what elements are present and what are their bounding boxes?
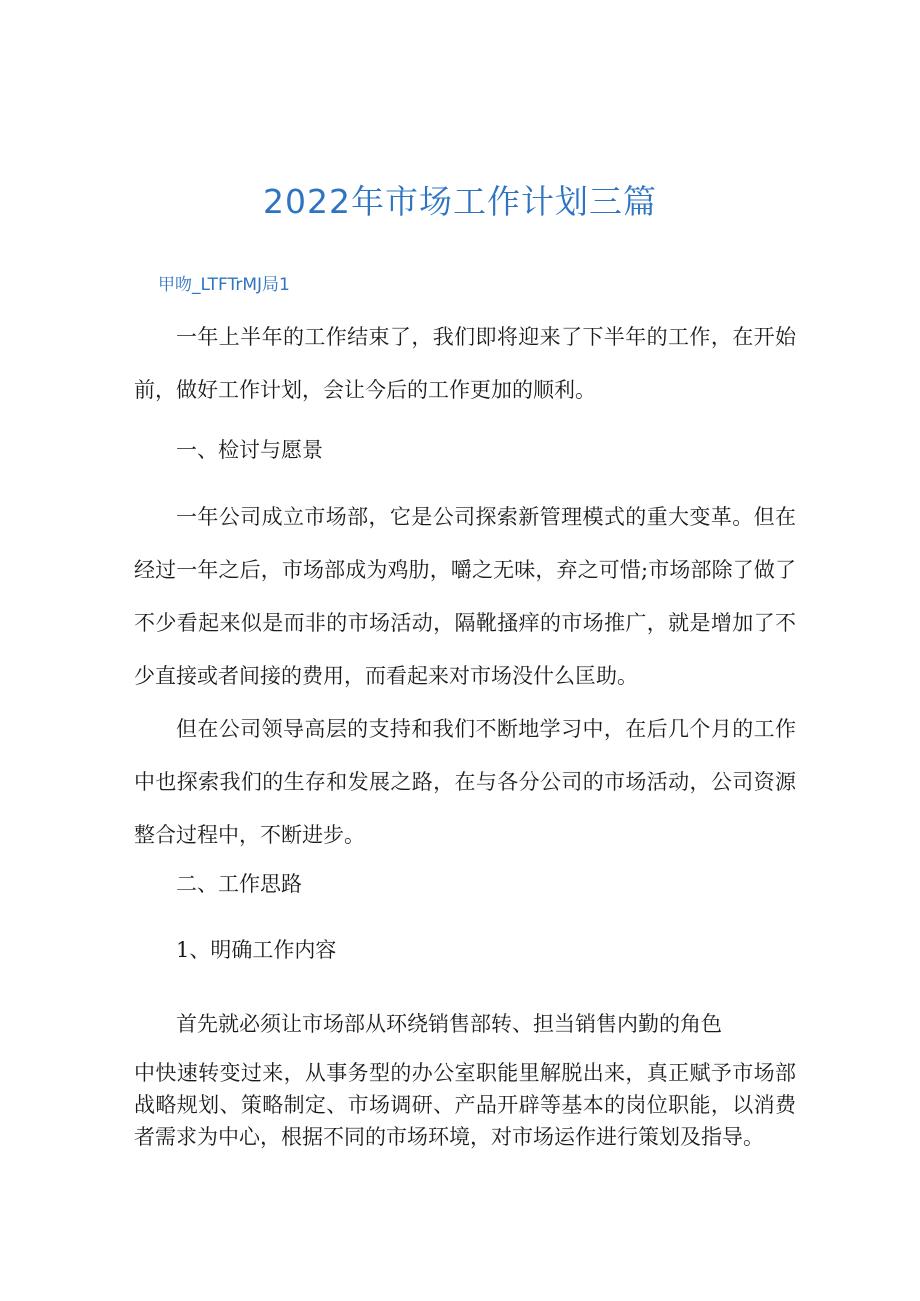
section-heading-review: 一、检讨与愿景 xyxy=(176,438,323,462)
paragraph-intro: 一年上半年的工作结束了，我们即将迎来了下半年的工作，在开始前，做好工作计划，会让今后的工作更加的顺利。 xyxy=(134,325,796,402)
document-subtitle: 甲吻_LTFTrMJ局1 xyxy=(158,275,290,295)
document-title: 2022年市场工作计划三篇 xyxy=(263,182,657,221)
section-heading-approach: 二、工作思路 xyxy=(176,872,302,896)
paragraph-continuation: 中快速转变过来，从事务型的办公室职能里解脱出来，真正赋予市场部战略规划、策略制定、市场调研、产品开辟等基本的岗位职能，以消费者需求为中心，根据不同的市场环境，对市场运作进行策划及指导。 xyxy=(134,1061,796,1149)
paragraph-progress: 但在公司领导高层的支持和我们不断地学习中，在后几个月的工作中也探索我们的生存和发展之路，在与各分公司的市场活动，公司资源整合过程中，不断进步。 xyxy=(134,717,796,847)
paragraph-first-line: 首先就必须让市场部从环绕销售部转、担当销售内勤的角色 xyxy=(176,1012,722,1036)
subsection-heading-clarify: 1、明确工作内容 xyxy=(176,938,337,962)
paragraph-review: 一年公司成立市场部，它是公司探索新管理模式的重大变革。但在经过一年之后，市场部成为鸡肋，嚼之无味，弃之可惜;市场部除了做了不少看起来似是而非的市场活动，隔靴搔痒的市场推广，就是增加了不少直接或者间接的费用，而看起来对市场没什么匡助。 xyxy=(134,505,796,688)
